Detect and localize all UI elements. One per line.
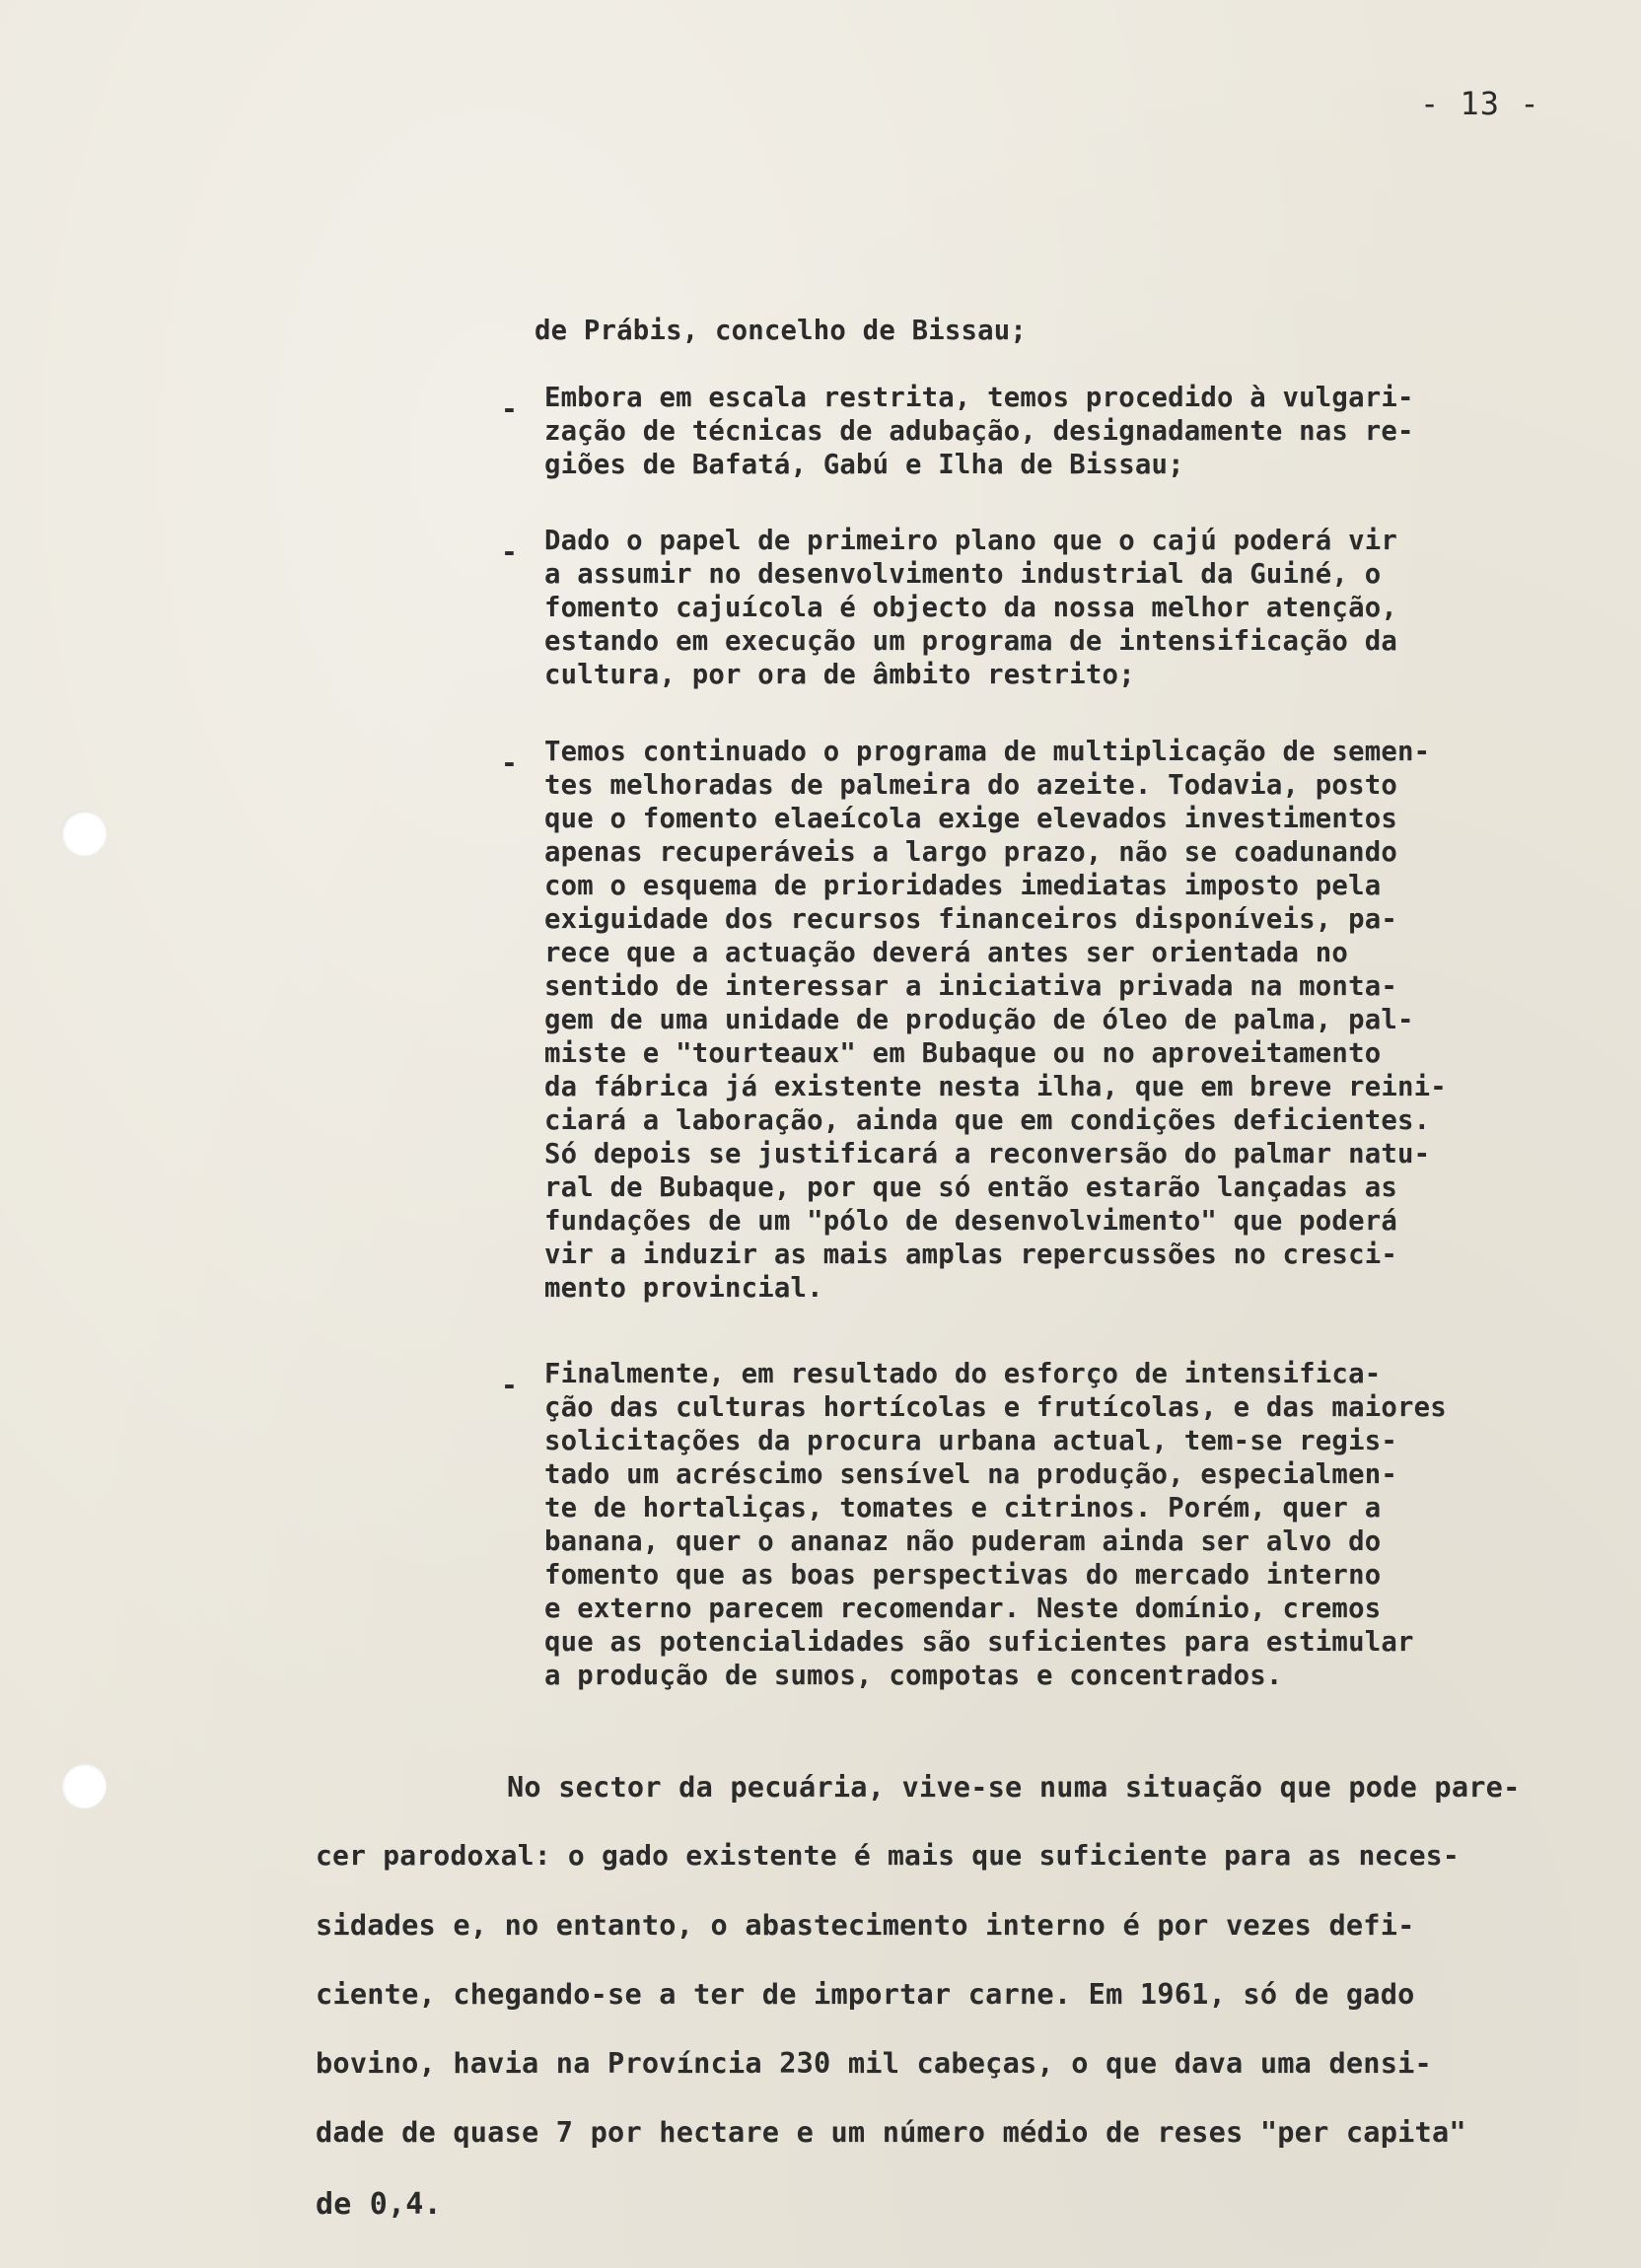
bullet-3-line: rece que a actuação deverá antes ser orientada no [544,938,1349,968]
bullet-dash: - [501,535,518,568]
bullet-1-line: zação de técnicas de adubação, designadamente nas re- [544,416,1414,447]
bullet-4-line: fomento que as boas perspectivas do mercado interno [544,1560,1382,1591]
bullet-1-line: Embora em escala restrita, temos procedido à vulgari- [544,383,1414,413]
bullet-3-line: Só depois se justificará a reconversão do palmar natu- [544,1139,1431,1169]
bullet-3-line: vir a induzir as mais amplas repercussões no cresci- [544,1240,1397,1270]
bullet-3-line: mento provincial. [544,1273,823,1304]
bullet-3-line: apenas recuperáveis a largo prazo, não se coadunando [544,837,1397,868]
bullet-3-line: miste e "tourteaux" em Bubaque ou no aproveitamento [544,1038,1382,1069]
page-number: - 13 - [1420,85,1540,122]
bullet-3-line: ral de Bubaque, por que só então estarão lançadas as [544,1172,1397,1203]
bullet-4-line: Finalmente, em resultado do esforço de intensifica- [544,1359,1382,1389]
bullet-3-line: gem de uma unidade de produção de óleo de palma, pal- [544,1005,1414,1035]
paragraph-line: No sector da pecuária, vive-se numa situação que pode pare- [507,1770,1521,1804]
bullet-3-line: exiguidade dos recursos financeiros disponíveis, pa- [544,904,1397,935]
bullet-4-line: e externo parecem recomendar. Neste domínio, cremos [544,1594,1382,1624]
paragraph-line: sidades e, no entanto, o abastecimento interno é por vezes defi- [316,1908,1415,1942]
paragraph-line: bovino, havia na Província 230 mil cabeças, o que dava uma densi- [316,2046,1432,2080]
bullet-2-line: Dado o papel de primeiro plano que o cajú poderá vir [544,526,1397,556]
punch-hole [61,1763,107,1808]
bullet-dash: - [501,746,518,779]
bullet-3-line: com o esquema de prioridades imediatas imposto pela [544,871,1382,901]
bullet-4-line: tado um acréscimo sensível na produção, especialmen- [544,1459,1397,1490]
paragraph-line: dade de quase 7 por hectare e um número médio de reses "per capita" [316,2115,1466,2149]
paragraph-line: ciente, chegando-se a ter de importar carne. Em 1961, só de gado [316,1977,1415,2011]
bullet-2-line: cultura, por ora de âmbito restrito; [544,660,1135,690]
bullet-4-line: solicitações da procura urbana actual, tem-se regis- [544,1426,1397,1456]
bullet-3-line: tes melhoradas de palmeira do azeite. Todavia, posto [544,770,1397,801]
intro-line: de Prábis, concelho de Bissau; [535,316,1028,346]
bullet-4-line: te de hortaliças, tomates e citrinos. Porém, quer a [544,1493,1382,1524]
punch-hole [61,811,107,856]
bullet-3-line: fundações de um "pólo de desenvolvimento" que poderá [544,1206,1397,1237]
paragraph-line: cer parodoxal: o gado existente é mais que suficiente para as neces- [316,1839,1460,1872]
bullet-2-line: a assumir no desenvolvimento industrial da Guiné, o [544,559,1382,590]
bullet-dash: - [501,392,518,425]
bullet-3-line: que o fomento elaeícola exige elevados investimentos [544,804,1397,834]
bullet-4-line: banana, quer o ananaz não puderam ainda ser alvo do [544,1526,1382,1557]
bullet-3-line: sentido de interessar a iniciativa privada na monta- [544,971,1397,1002]
bullet-4-line: que as potencialidades são suficientes para estimular [544,1627,1414,1658]
bullet-4-line: a produção de sumos, compotas e concentrados. [544,1661,1283,1691]
bullet-3-line: ciará a laboração, ainda que em condições deficientes. [544,1105,1431,1136]
bullet-2-line: estando em execução um programa de intensificação da [544,626,1397,657]
bullet-3-line: Temos continuado o programa de multiplicação de semen- [544,737,1431,767]
bullet-2-line: fomento cajuícola é objecto da nossa melhor atenção, [544,593,1397,623]
bullet-4-line: ção das culturas hortícolas e frutícolas, e das maiores [544,1392,1447,1423]
bullet-1-line: giões de Bafatá, Gabú e Ilha de Bissau; [544,450,1184,480]
paragraph-line: de 0,4. [316,2187,442,2222]
bullet-dash: - [501,1369,518,1401]
bullet-3-line: da fábrica já existente nesta ilha, que em breve reini- [544,1072,1447,1102]
